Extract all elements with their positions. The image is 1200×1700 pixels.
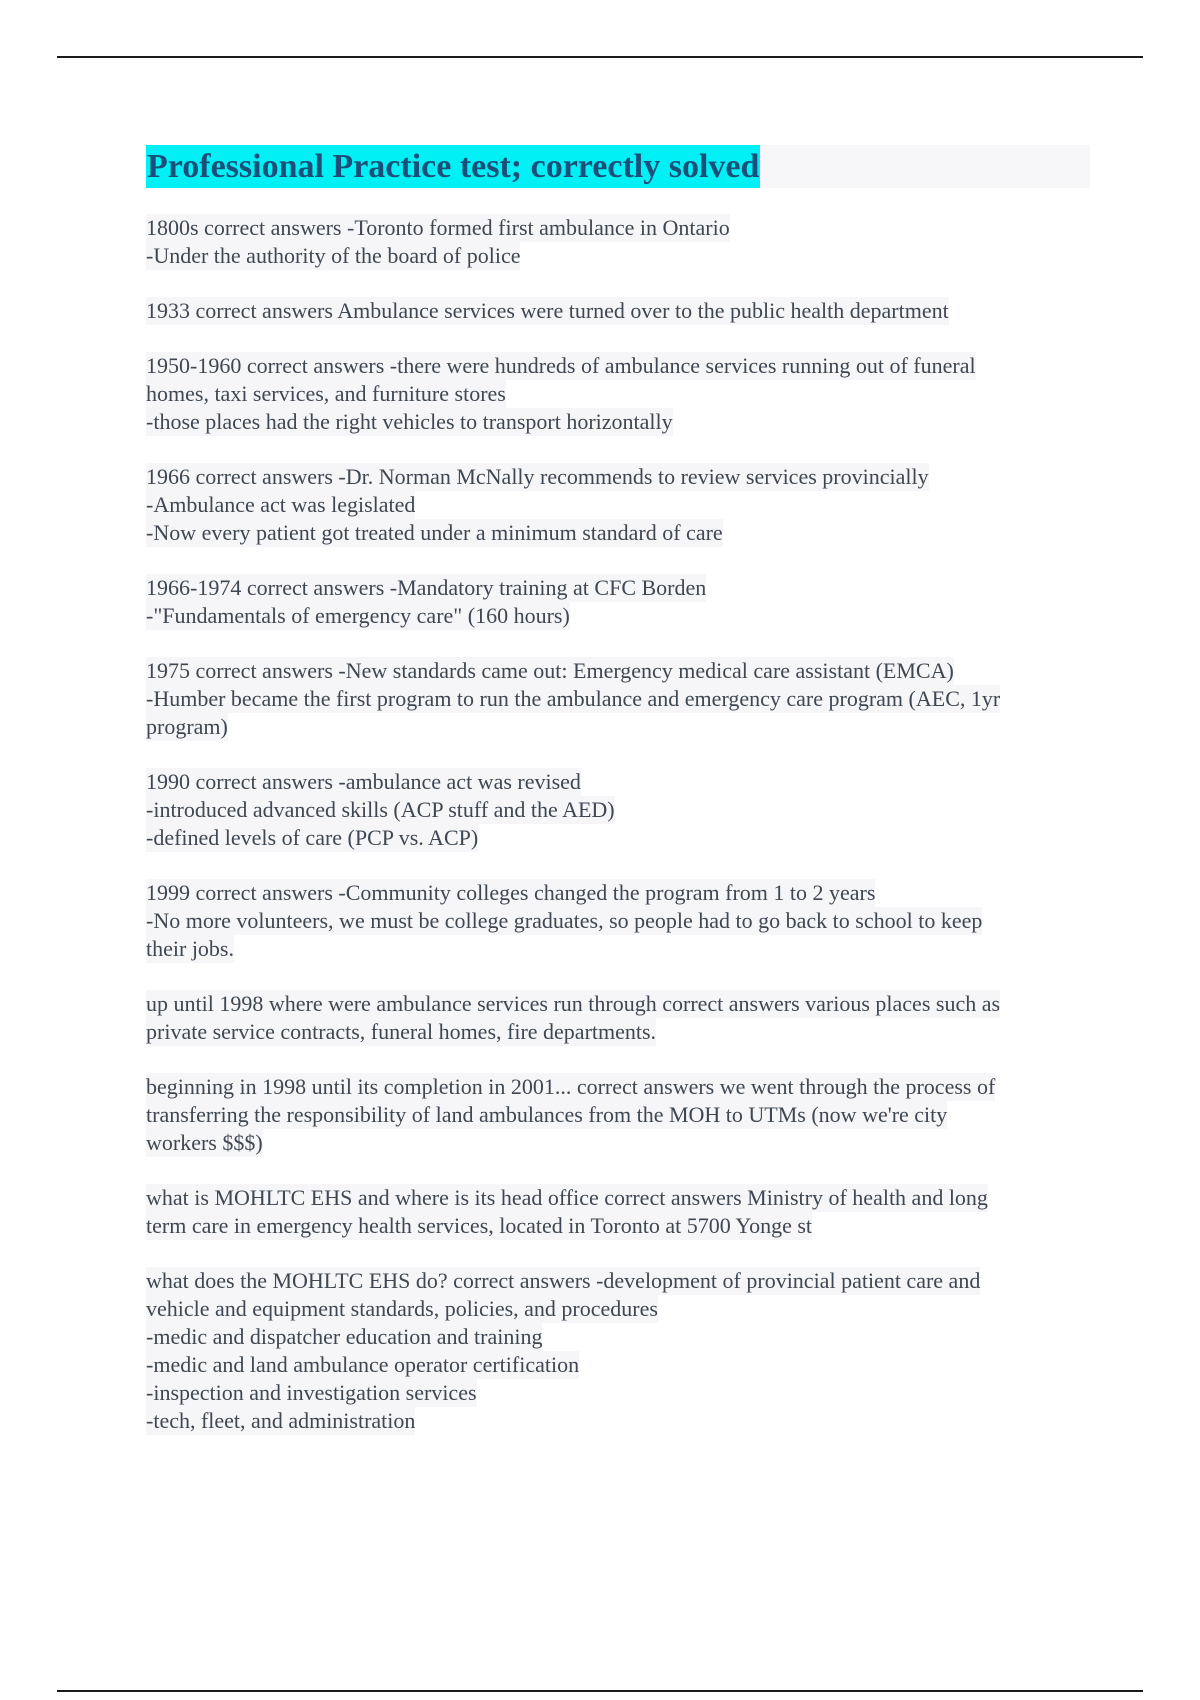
qa-line: -No more volunteers, we must be college graduates, so people had to go back to school to keep	[146, 908, 983, 933]
qa-line: 1966-1974 correct answers -Mandatory training at CFC Borden	[146, 575, 707, 600]
qa-line: -those places had the right vehicles to transport horizontally	[146, 409, 673, 434]
qa-entry	[146, 879, 1090, 963]
qa-line: 1950-1960 correct answers -there were hundreds of ambulance services running out of funeral	[146, 353, 976, 378]
qa-line: -introduced advanced skills (ACP stuff and the AED)	[146, 797, 615, 822]
qa-line: vehicle and equipment standards, policies, and procedures	[146, 1296, 658, 1321]
qa-line: 1990 correct answers -ambulance act was revised	[146, 769, 581, 794]
document-title: Professional Practice test; correctly solved	[146, 145, 760, 188]
qa-entry	[146, 657, 1090, 741]
qa-line: -medic and dispatcher education and training	[146, 1324, 543, 1349]
qa-line: 1975 correct answers -New standards came out: Emergency medical care assistant (EMCA)	[146, 658, 954, 683]
qa-entry	[146, 214, 1090, 270]
qa-list	[146, 214, 1090, 1435]
qa-entry	[146, 352, 1090, 436]
qa-line: -Under the authority of the board of police	[146, 243, 521, 268]
qa-line: -inspection and investigation services	[146, 1380, 477, 1405]
qa-line: -tech, fleet, and administration	[146, 1408, 416, 1433]
qa-line: beginning in 1998 until its completion in 2001... correct answers we went through the process of	[146, 1074, 996, 1099]
qa-line: 1933 correct answers Ambulance services were turned over to the public health department	[146, 298, 949, 323]
qa-line: up until 1998 where were ambulance services run through correct answers various places such as	[146, 991, 1001, 1016]
qa-line: what is MOHLTC EHS and where is its head office correct answers Ministry of health and long	[146, 1185, 988, 1210]
qa-entry	[146, 574, 1090, 630]
qa-line: term care in emergency health services, located in Toronto at 5700 Yonge st	[146, 1213, 813, 1238]
qa-line: workers $$$)	[146, 1130, 263, 1155]
title-row	[146, 145, 1090, 188]
qa-entry	[146, 990, 1090, 1046]
qa-line: private service contracts, funeral homes, fire departments.	[146, 1019, 657, 1044]
qa-line: -Ambulance act was legislated	[146, 492, 416, 517]
footer-rule	[57, 1690, 1143, 1692]
qa-line: 1999 correct answers -Community colleges changed the program from 1 to 2 years	[146, 880, 876, 905]
qa-line: what does the MOHLTC EHS do? correct answers -development of provincial patient care and	[146, 1268, 981, 1293]
qa-entry	[146, 768, 1090, 852]
qa-line: 1966 correct answers -Dr. Norman McNally recommends to review services provincially	[146, 464, 929, 489]
qa-line: their jobs.	[146, 936, 234, 961]
qa-line: homes, taxi services, and furniture stores	[146, 381, 506, 406]
qa-line: -Now every patient got treated under a minimum standard of care	[146, 520, 723, 545]
qa-line: -defined levels of care (PCP vs. ACP)	[146, 825, 479, 850]
qa-line: -medic and land ambulance operator certification	[146, 1352, 580, 1377]
qa-entry	[146, 463, 1090, 547]
qa-entry	[146, 1073, 1090, 1157]
qa-entry	[146, 1184, 1090, 1240]
qa-line: transferring the responsibility of land ambulances from the MOH to UTMs (now we're city	[146, 1102, 948, 1127]
qa-line: -Humber became the first program to run the ambulance and emergency care program (AEC, 1yr	[146, 686, 1001, 711]
qa-entry	[146, 297, 1090, 325]
document-body	[146, 145, 1090, 1462]
qa-line: -"Fundamentals of emergency care" (160 hours)	[146, 603, 570, 628]
qa-line: 1800s correct answers -Toronto formed first ambulance in Ontario	[146, 215, 730, 240]
header-rule	[57, 56, 1143, 58]
qa-line: program)	[146, 714, 228, 739]
qa-entry	[146, 1267, 1090, 1435]
